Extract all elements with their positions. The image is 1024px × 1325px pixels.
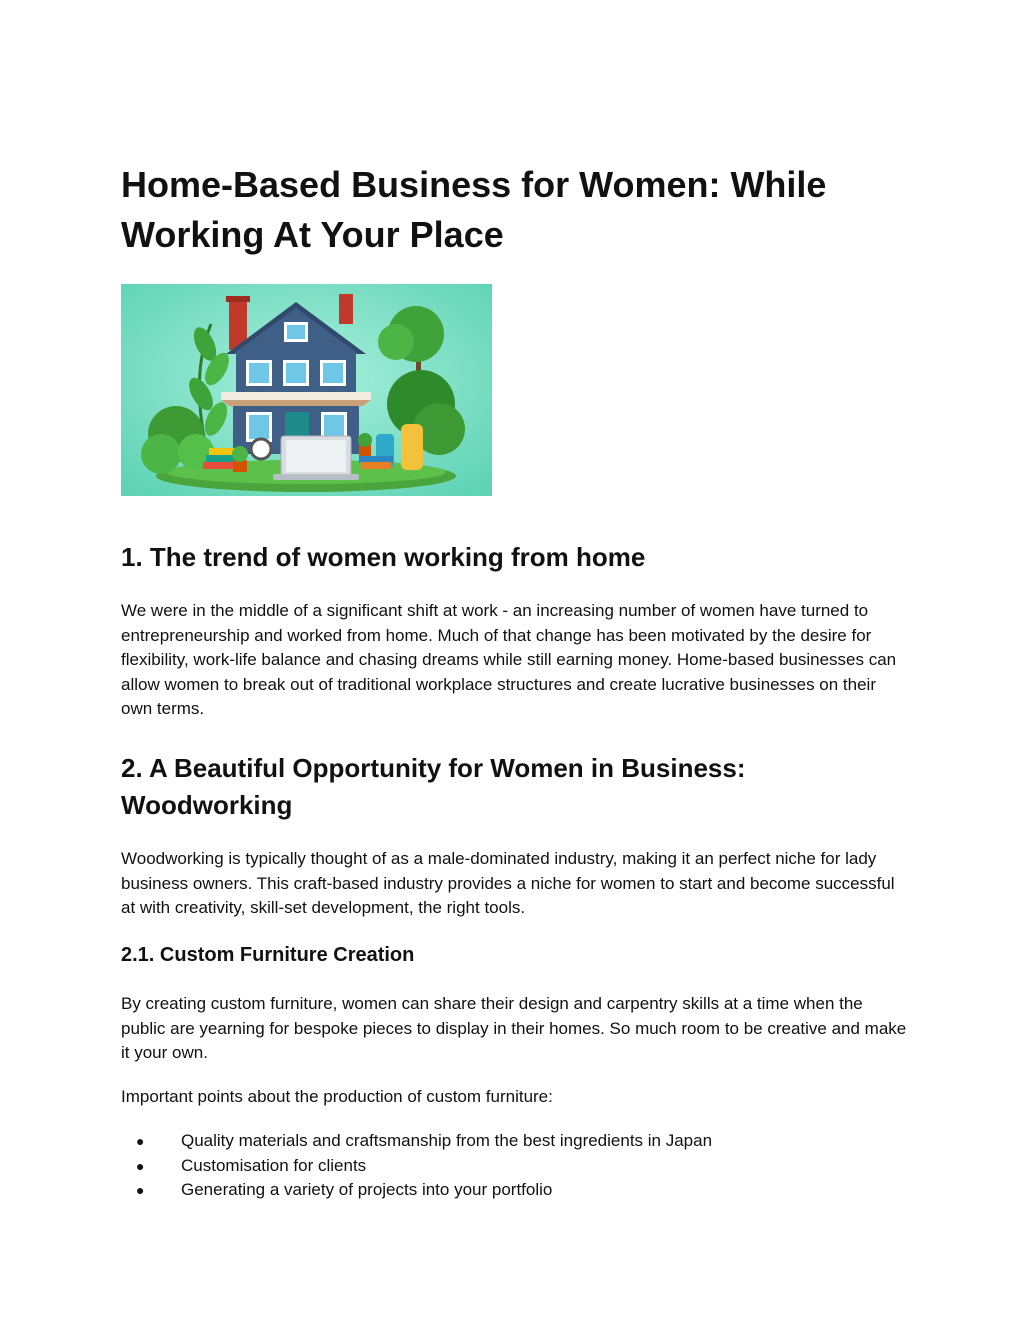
bullet-icon: ● xyxy=(136,1182,145,1198)
list-item-text: Customisation for clients xyxy=(181,1155,367,1175)
section-2-heading: 2. A Beautiful Opportunity for Women in Business: Woodworking xyxy=(121,753,746,820)
section-2-paragraph: Woodworking is typically thought of as a male-dominated industry, making it an perfect niche for lady business owners. This craft-based industry provides a niche for women to start and become successful at with creativity, skill-set development, the right tools. xyxy=(121,849,895,917)
list-item xyxy=(121,1129,911,1154)
section-1-paragraph: We were in the middle of a significant shift at work - an increasing number of women have turned to entrepreneurship and worked from home. Much of that change has been motivated by the desire for flexibility, work-life balance and chasing dreams while still earning money. Home-based businesses can allow women to break out of traditional workplace structures and create lucrative businesses on their own terms. xyxy=(121,601,897,718)
list-item xyxy=(121,1178,911,1203)
document-title: Home-Based Business for Women: While Working At Your Place xyxy=(121,164,827,255)
subsection-heading: 2.1. Custom Furniture Creation xyxy=(121,944,415,966)
bullet-list xyxy=(121,1129,911,1203)
list-item xyxy=(121,1154,911,1179)
hero-image xyxy=(121,284,492,496)
bullet-icon: ● xyxy=(136,1157,145,1174)
section-1-heading: 1. The trend of women working from home xyxy=(121,542,646,572)
subsection-paragraph: By creating custom furniture, women can share their design and carpentry skills at a time when the public are yearning for bespoke pieces to display in their homes. So much room to be creative and make it your own. xyxy=(121,994,907,1062)
list-intro: Important points about the production of custom furniture: xyxy=(121,1087,553,1106)
house-illustration-icon xyxy=(121,284,492,496)
bullet-icon: ● xyxy=(136,1133,145,1149)
list-item-text: Generating a variety of projects into your portfolio xyxy=(181,1180,553,1199)
list-item-text: Quality materials and craftsmanship from the best ingredients in Japan xyxy=(181,1131,713,1150)
